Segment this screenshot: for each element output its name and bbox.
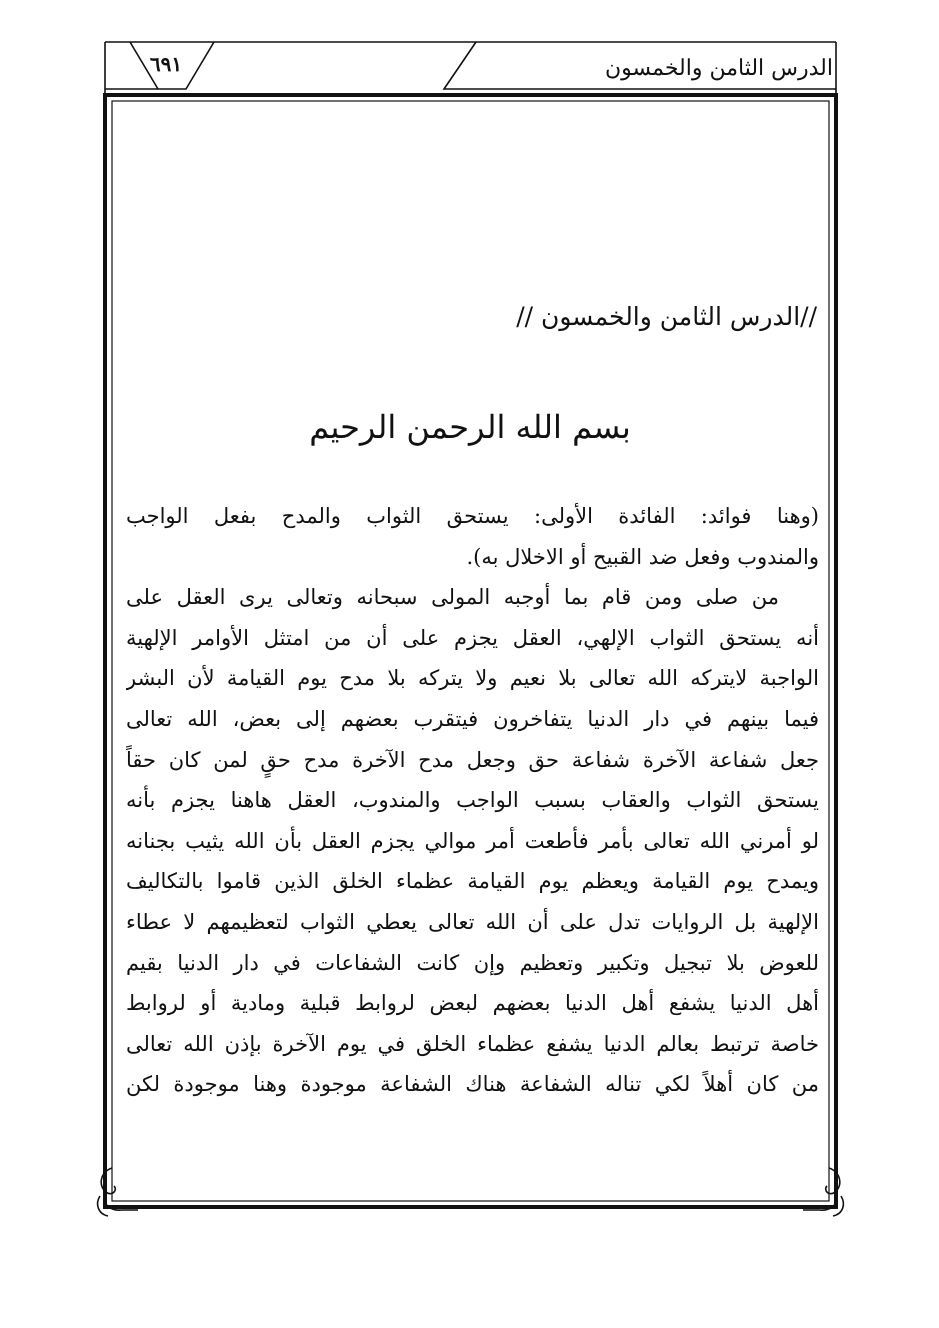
text-line: ويمدح يوم القيامة ويعظم يوم القيامة عظماء الخلق الذين قاموا بالتكاليف [126, 869, 819, 894]
text-line: من كان أهلاً لكي تناله الشفاعة هناك الشفاعة موجودة وهنا موجودة لكن [126, 1072, 819, 1097]
text-line: والمندوب وفعل ضد القبيح أو الاخلال به). [466, 544, 819, 569]
text-line: خاصة ترتبط بعالم الدنيا يشفع عظماء الخلق في يوم الآخرة بإذن الله تعالى [126, 1031, 819, 1056]
lesson-title: //الدرس الثامن والخمسون // [516, 302, 817, 331]
text-line: يستحق الثواب والعقاب بسبب الواجب والمندوب، العقل هاهنا يجزم بأنه [126, 788, 819, 813]
text-line: لو أمرني الله تعالى بأمر فأطعت أمر موالي يجزم العقل بأن الله يثيب بجنانه [126, 828, 819, 853]
text-line: (وهنا فوائد: الفائدة الأولى: يستحق الثواب والمدح بفعل الواجب [126, 504, 819, 528]
text-line: الإلهية بل الروايات تدل على أن الله تعالى يعطي الثواب لتعظيمهم لا عطاء [126, 909, 819, 934]
text-line: الواجبة لايتركه الله تعالى بلا نعيم ولا يتركه بلا مدح يوم القيامة لأن البشر [126, 666, 819, 691]
text-line: أهل الدنيا يشفع أهل الدنيا بعضهم لبعض لروابط قبلية ومادية أو لروابط [126, 991, 819, 1016]
body-text [126, 496, 819, 1105]
basmala: بسم الله الرحمن الرحيم [309, 408, 631, 446]
text-line: من صلى ومن قام بما أوجبه المولى سبحانه وتعالى يرى العقل على [126, 585, 779, 610]
text-line: فيما بينهم في دار الدنيا يتفاخرون فيتقرب بعضهم إلى بعض، الله تعالى [126, 706, 819, 731]
text-line: للعوض بلا تبجيل وتكبير وتعظيم وإن كانت الشفاعات في دار الدنيا بقيم [126, 950, 819, 975]
text-line: أنه يستحق الثواب الإلهي، العقل يجزم على أن من امتثل الأوامر الإلهية [126, 625, 819, 650]
running-header-title: الدرس الثامن والخمسون [604, 56, 833, 81]
page-number: ٦٩١ [149, 52, 183, 76]
text-line: جعل شفاعة الآخرة شفاعة حق وجعل مدح الآخرة مدح حقٍ لمن كان حقاً [126, 747, 819, 772]
